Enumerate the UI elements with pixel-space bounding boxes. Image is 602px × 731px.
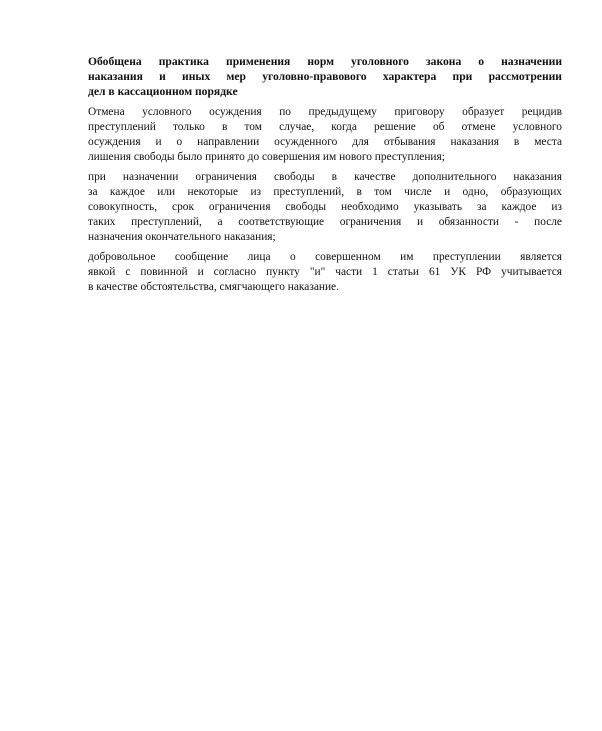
paragraph-line: совокупность, срок ограничения свободы необходимо указывать за каждое из: [88, 201, 562, 213]
heading-line: дел в кассационном порядке: [88, 85, 238, 98]
paragraph-conditional-sentence: [88, 105, 562, 165]
paragraph-line: преступлений только в том случае, когда решение об отмене условного: [88, 121, 562, 133]
paragraph-line: лишения свободы было принято до совершения им нового преступления;: [88, 151, 445, 163]
document-content: [88, 54, 562, 295]
paragraph-restriction-of-liberty: [88, 170, 562, 245]
paragraph-line: назначения окончательного наказания;: [88, 231, 276, 243]
paragraph-line: при назначении ограничения свободы в качестве дополнительного наказания: [88, 171, 562, 183]
heading-line: Обобщена практика применения норм уголовного закона о назначении: [88, 55, 562, 68]
paragraph-line: таких преступлений, а соответствующие ограничения и обязанности - после: [88, 216, 562, 228]
paragraph-line: за каждое или некоторые из преступлений, в том числе и одно, образующих: [88, 186, 562, 198]
paragraph-voluntary-surrender: [88, 250, 562, 295]
paragraph-line: добровольное сообщение лица о совершенном им преступлении является: [88, 251, 562, 263]
paragraph-line: осуждения и о направлении осужденного для отбывания наказания в места: [88, 136, 562, 148]
paragraph-line: Отмена условного осуждения по предыдущему приговору образует рецидив: [88, 106, 562, 118]
document-heading: [88, 54, 562, 99]
paragraph-line: в качестве обстоятельства, смягчающего наказание.: [88, 281, 339, 293]
paragraph-line: явкой с повинной и согласно пункту "и" части 1 статьи 61 УК РФ учитывается: [88, 266, 562, 278]
heading-line: наказания и иных мер уголовно-правового характера при рассмотрении: [88, 70, 562, 83]
